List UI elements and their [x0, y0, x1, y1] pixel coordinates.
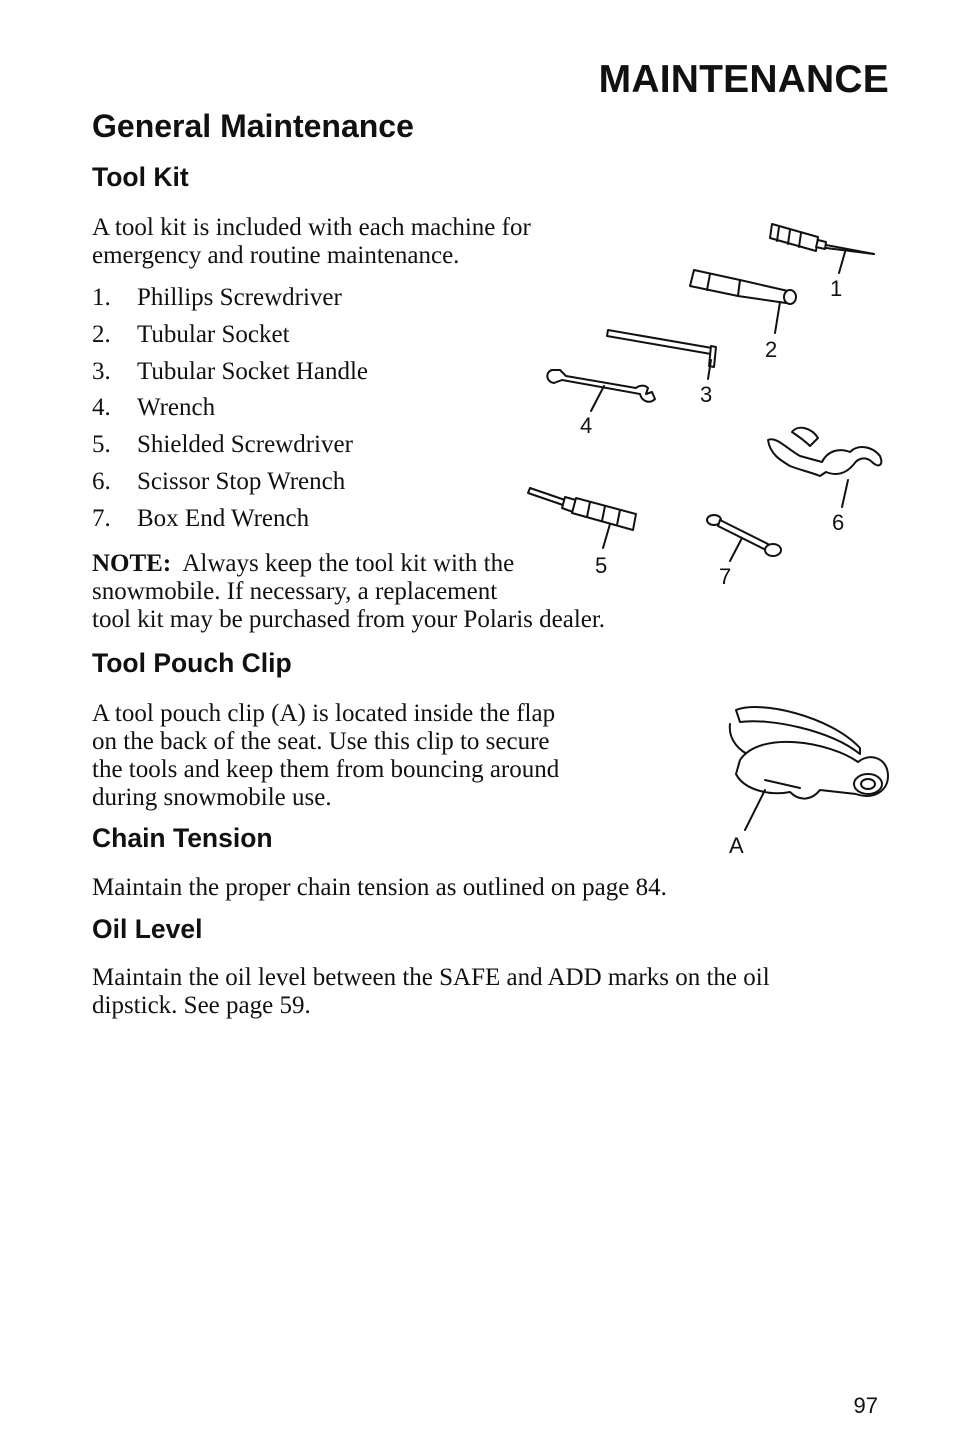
- tool-pouch-clip-text: [92, 700, 559, 812]
- callout-2: 2: [765, 337, 778, 362]
- tool-pouch-clip-heading: Tool Pouch Clip: [92, 648, 292, 678]
- tool-pouch-clip-icon: [730, 707, 888, 799]
- chain-tension-heading: Chain Tension: [92, 823, 273, 853]
- oil-line-2: dipstick. See page 59.: [92, 992, 311, 1019]
- tubular-socket-handle-icon: [607, 330, 716, 367]
- list-item-number: 3.: [92, 357, 111, 385]
- clip-line-1: A tool pouch clip (A) is located inside the flap: [92, 700, 556, 727]
- list-item-number: 5.: [92, 431, 111, 459]
- oil-level-text: [92, 964, 770, 1020]
- section-title: General Maintenance: [92, 108, 414, 144]
- box-end-wrench-icon: [707, 515, 781, 556]
- list-item-number: 1.: [92, 284, 111, 311]
- callout-7: 7: [719, 564, 732, 589]
- clip-line-2: on the back of the seat. Use this clip to secure: [92, 728, 550, 755]
- callout-1: 1: [830, 276, 843, 301]
- note-text-1: Always keep the tool kit with the: [182, 550, 515, 577]
- note-line-3: tool kit may be purchased from your Polaris dealer.: [92, 606, 606, 633]
- callout-5: 5: [595, 553, 608, 578]
- list-item-number: 2.: [92, 320, 111, 348]
- phillips-screwdriver-icon: [770, 224, 874, 254]
- chapter-title: MAINTENANCE: [598, 58, 889, 101]
- list-item-label: Box End Wrench: [137, 504, 310, 532]
- tool-kit-intro-line-1: A tool kit is included with each machine for: [92, 214, 531, 241]
- shielded-screwdriver-icon: [528, 488, 636, 530]
- list-item-number: 4.: [92, 394, 111, 422]
- note-line-2: snowmobile. If necessary, a replacement: [92, 578, 498, 605]
- list-item-label: Shielded Screwdriver: [137, 431, 353, 459]
- chain-tension-text: Maintain the proper chain tension as outlined on page 84.: [92, 874, 667, 901]
- callout-4: 4: [580, 413, 593, 438]
- clip-line-4: during snowmobile use.: [92, 784, 332, 811]
- callout-a: A: [729, 833, 744, 858]
- list-item-label: Phillips Screwdriver: [137, 284, 342, 311]
- oil-line-1: Maintain the oil level between the SAFE and ADD marks on the oil: [92, 964, 770, 991]
- list-item-label: Scissor Stop Wrench: [137, 467, 346, 495]
- list-item-label: Tubular Socket Handle: [137, 357, 368, 385]
- note-label: NOTE:: [92, 550, 172, 577]
- list-item-number: 6.: [92, 467, 111, 495]
- list-item-label: Wrench: [137, 394, 216, 422]
- oil-level-heading: Oil Level: [92, 914, 203, 944]
- wrench-icon: [547, 370, 655, 402]
- list-item-label: Tubular Socket: [137, 320, 290, 348]
- clip-line-3: the tools and keep them from bouncing around: [92, 756, 560, 783]
- tool-kit-heading: Tool Kit: [92, 162, 189, 192]
- tubular-socket-icon: [690, 270, 796, 304]
- list-item-number: 7.: [92, 504, 111, 532]
- callout-6: 6: [832, 510, 845, 535]
- tool-kit-intro-line-2: emergency and routine maintenance.: [92, 242, 460, 269]
- scissor-stop-wrench-icon: [768, 428, 881, 476]
- page-number: 97: [853, 1393, 878, 1418]
- callout-3: 3: [700, 382, 713, 407]
